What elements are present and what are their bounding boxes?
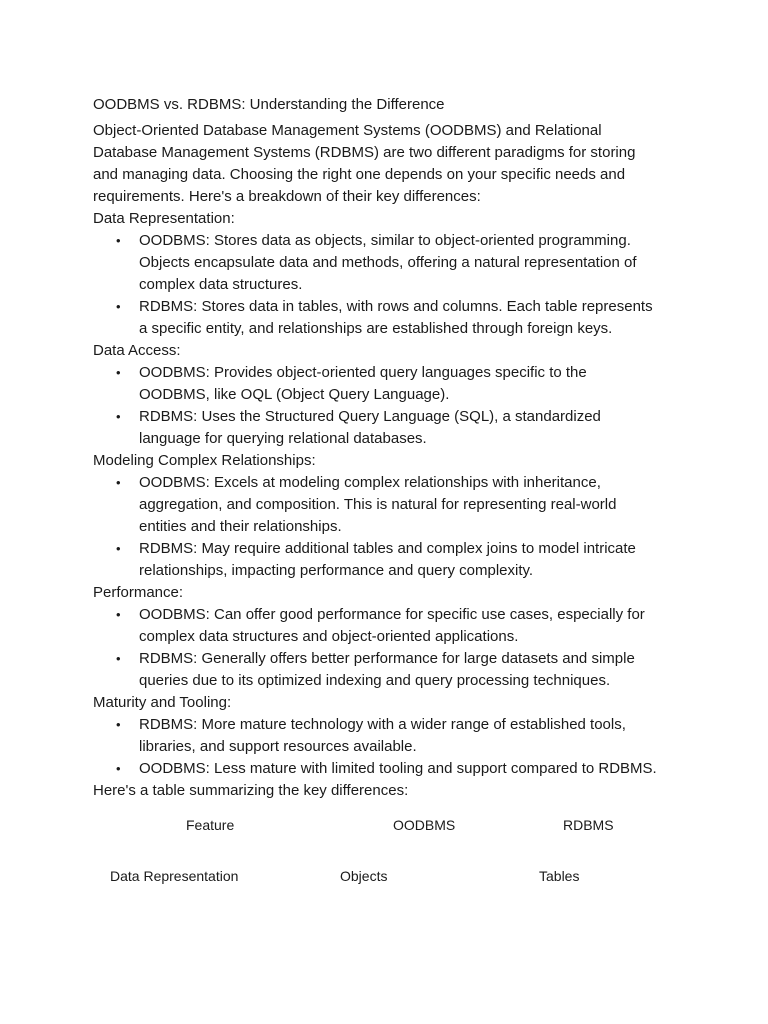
intro-paragraph: Object-Oriented Database Management Systems (OODBMS) and Relational Database Management Systems (RDBMS) are two different paradigms for storing and managing data. Choosing the right one depends on your specific needs and requirements. Here's a breakdown of their key differences: <box>93 122 636 205</box>
table-cell-rdbms: Tables <box>539 868 580 884</box>
bullet-icon: • <box>116 409 121 424</box>
document-title: OODBMS vs. RDBMS: Understanding the Difference <box>93 96 445 113</box>
bullet-list <box>93 714 693 780</box>
bullet-icon: • <box>116 651 121 666</box>
list-item-text: OODBMS: Can offer good performance for specific use cases, especially for complex data structures and object-oriented applications. <box>139 606 645 645</box>
bullet-icon: • <box>116 717 121 732</box>
list-item <box>93 538 693 582</box>
section-performance <box>93 582 693 692</box>
list-item <box>93 406 693 450</box>
list-item <box>93 296 693 340</box>
table-header-feature: Feature <box>186 817 235 833</box>
bullet-list <box>93 604 693 692</box>
bullet-icon: • <box>116 541 121 556</box>
list-item <box>93 714 693 758</box>
list-item <box>93 648 693 692</box>
table-header-rdbms: RDBMS <box>563 817 614 833</box>
list-item <box>93 472 693 538</box>
bullet-list <box>93 362 693 450</box>
document-body <box>93 94 693 802</box>
list-item-text: OODBMS: Excels at modeling complex relationships with inheritance, aggregation, and composition. This is natural for representing real-world entities and their relationships. <box>139 474 617 535</box>
bullet-icon: • <box>116 233 121 248</box>
section-data-access <box>93 340 693 450</box>
bullet-icon: • <box>116 761 121 776</box>
bullet-icon: • <box>116 607 121 622</box>
table-intro: Here's a table summarizing the key differences: <box>93 782 409 799</box>
section-modeling-relationships <box>93 450 693 582</box>
section-heading: Performance: <box>93 584 184 601</box>
list-item <box>93 230 693 296</box>
bullet-list <box>93 230 693 340</box>
list-item-text: RDBMS: May require additional tables and complex joins to model intricate relationships, impacting performance and query complexity. <box>139 540 636 579</box>
table-cell-feature: Data Representation <box>110 868 239 884</box>
section-heading: Modeling Complex Relationships: <box>93 452 316 469</box>
list-item-text: RDBMS: Stores data in tables, with rows and columns. Each table represents a specific entity, and relationships are established through foreign keys. <box>139 298 653 337</box>
list-item-text: OODBMS: Provides object-oriented query languages specific to the OODBMS, like OQL (Object Query Language). <box>139 364 587 403</box>
list-item-text: OODBMS: Stores data as objects, similar to object-oriented programming. Objects encapsulate data and methods, offering a natural representation of complex data structures. <box>139 232 637 293</box>
list-item-text: OODBMS: Less mature with limited tooling and support compared to RDBMS. <box>139 760 657 777</box>
section-heading: Data Access: <box>93 342 181 359</box>
bullet-icon: • <box>116 365 121 380</box>
section-heading: Data Representation: <box>93 210 235 227</box>
bullet-icon: • <box>116 475 121 490</box>
section-heading: Maturity and Tooling: <box>93 694 232 711</box>
list-item <box>93 758 693 780</box>
bullet-icon: • <box>116 299 121 314</box>
list-item-text: RDBMS: Generally offers better performance for large datasets and simple queries due to its optimized indexing and query processing techniques. <box>139 650 635 689</box>
list-item-text: RDBMS: Uses the Structured Query Language (SQL), a standardized language for querying relational databases. <box>139 408 601 447</box>
list-item-text: RDBMS: More mature technology with a wider range of established tools, libraries, and support resources available. <box>139 716 626 755</box>
list-item <box>93 604 693 648</box>
section-maturity-tooling <box>93 692 693 780</box>
section-data-representation <box>93 208 693 340</box>
table-cell-oodbms: Objects <box>340 868 388 884</box>
list-item <box>93 362 693 406</box>
bullet-list <box>93 472 693 582</box>
table-header-oodbms: OODBMS <box>393 817 456 833</box>
